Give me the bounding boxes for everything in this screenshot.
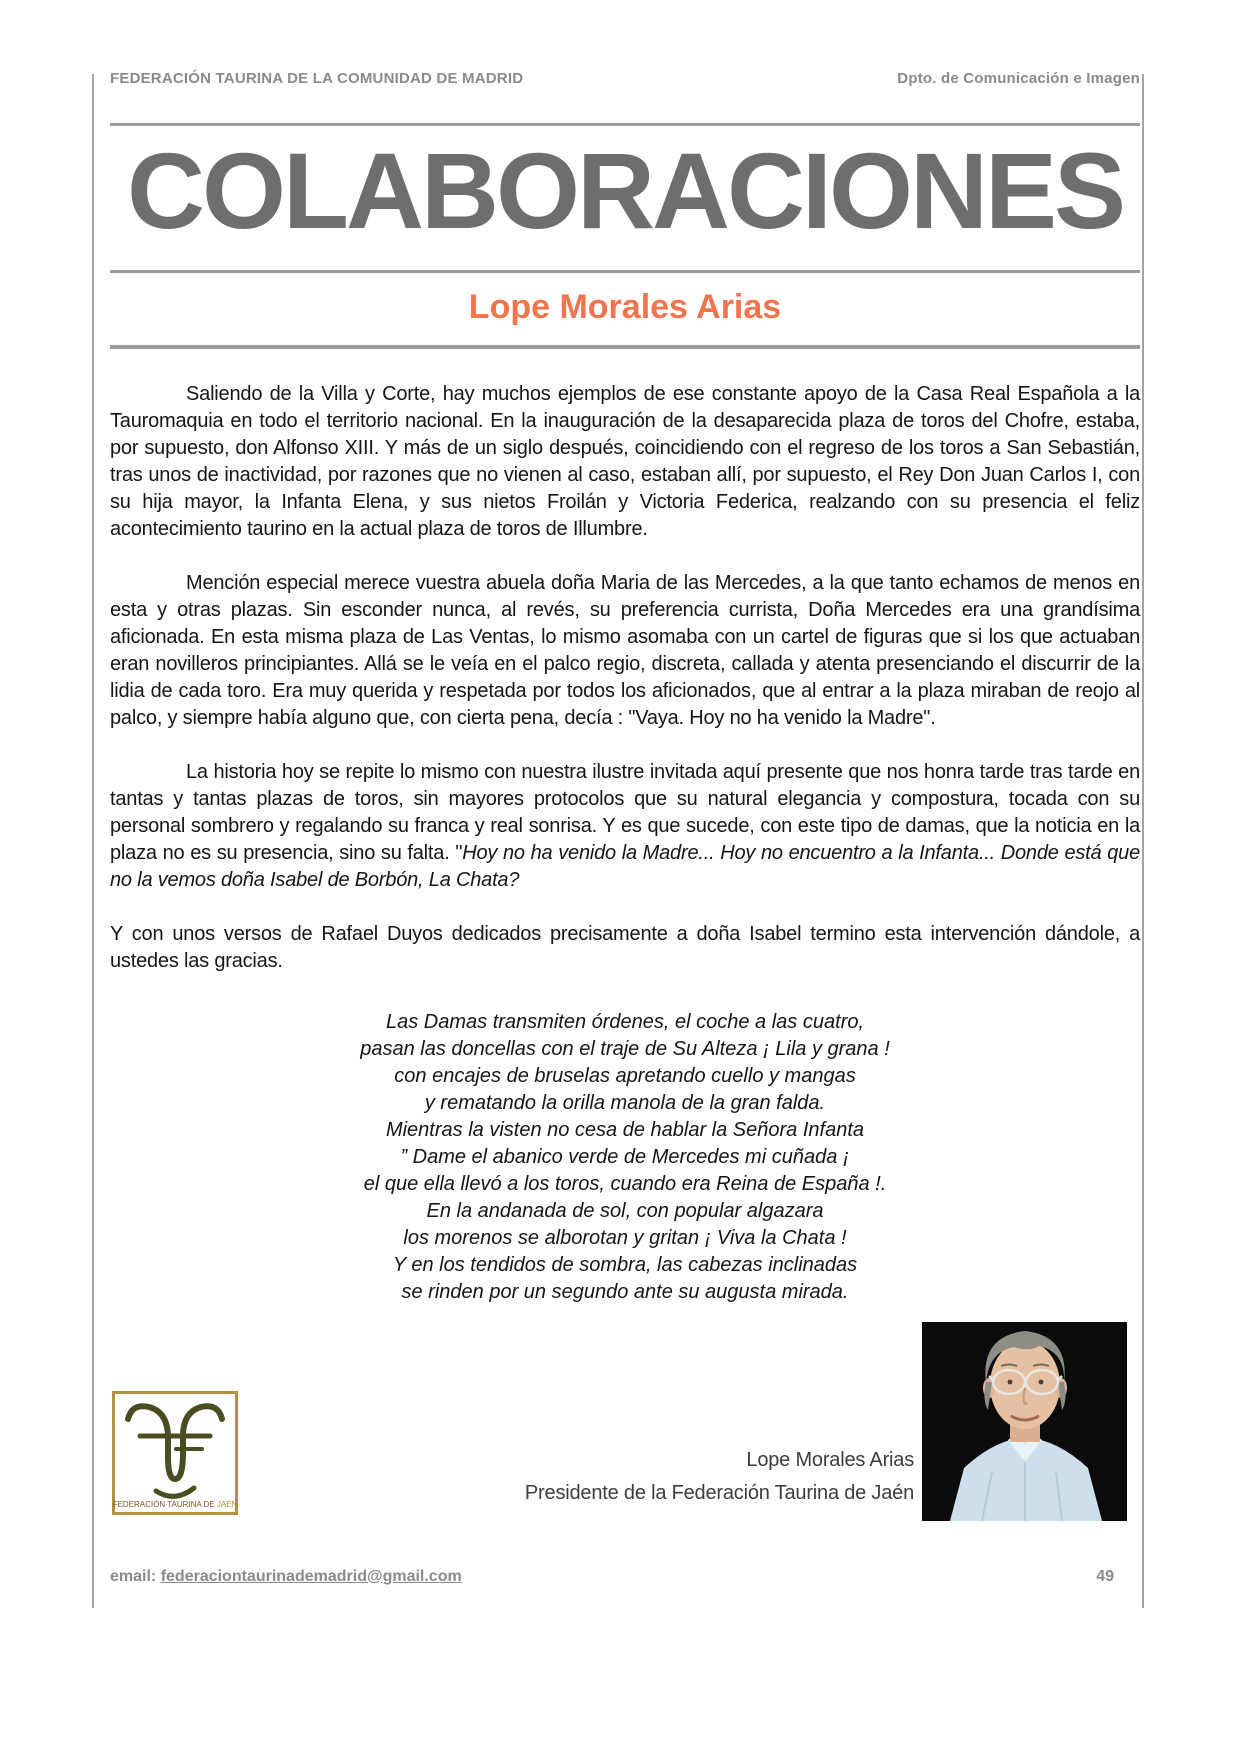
poem-line: los morenos se alborotan y gritan ¡ Viva la Chata ! xyxy=(403,1226,847,1249)
footer-email xyxy=(110,1568,462,1586)
paragraph-3-quote: Hoy no ha venido la Madre... Hoy no encuentro a la Infanta... Donde está que no la vemos doña Isabel de Borbón, La Chata? xyxy=(110,841,1140,891)
author-divider xyxy=(110,345,1140,349)
paragraph-2 xyxy=(110,570,1140,732)
header-department: Dpto. de Comunicación e Imagen xyxy=(897,70,1140,87)
paragraph-1-text: Saliendo de la Villa y Corte, hay muchos ejemplos de ese constante apoyo de la Casa Real Española a la Tauromaquia en todo el territorio nacional. En la inauguración de la desaparecida plaza de toros del Chofre, estaba, por supuesto, don Alfonso XIII. Y más de un siglo después, coincidiendo con el regreso de los toros a San Sebastián, tras unos de inactividad, por razones que no vienen al caso, estaban allí, por supuesto, el Rey Don Juan Carlos I, con su hija mayor, la Infanta Elena, y sus nietos Froilán y Victoria Federica, realzando con su presencia el feliz acontecimiento taurino en la actual plaza de toros de Illumbre. xyxy=(110,382,1140,540)
paragraph-4 xyxy=(110,921,1140,975)
email-link[interactable]: federaciontaurinademadrid@gmail.com xyxy=(160,1567,462,1585)
page-content xyxy=(110,0,1140,1586)
header-organization: FEDERACIÓN TAURINA DE LA COMUNIDAD DE MADRID xyxy=(110,70,524,87)
poem-line: y rematando la orilla manola de la gran falda. xyxy=(424,1091,826,1114)
article-body xyxy=(110,381,1140,975)
poem-block xyxy=(110,1009,1140,1306)
paragraph-3-text: La historia hoy se repite lo mismo con nuestra ilustre invitada aquí presente que nos honra tarde tras tarde en tantas y tantas plazas de toros, sin mayores protocolos que su natural elegancia y compostura, tocada con su personal sombrero y regalando su franca y real sonrisa. Y es que sucede, con este tipo de damas, que la noticia en la plaza no es su presencia, sino su falta. " xyxy=(110,760,1140,864)
poem-line: Mientras la visten no cesa de hablar la Señora Infanta xyxy=(385,1118,865,1141)
right-border-line xyxy=(1142,74,1144,1608)
poem-line: ” Dame el abanico verde de Mercedes mi cuñada ¡ xyxy=(400,1145,850,1168)
federacion-taurina-jaen-logo xyxy=(112,1391,238,1515)
paragraph-2-text: Mención especial merece vuestra abuela doña Maria de las Mercedes, a la que tanto echamos de menos en esta y otras plazas. Sin esconder nunca, al revés, su preferencia currista, Doña Mercedes era una grandísima aficionada. En esta misma plaza de Las Ventas, lo mismo asomaba con un cartel de figuras que si los que actuaban eran novilleros principiantes. Allá se le veía en el palco regio, discreta, callada y atenta presenciando el discurrir de la lidia de cada toro. Era muy querida y respetada por todos los aficionados, que al entrar a la plaza miraban de reojo al palco, y siempre había alguno que, con cierta pena, decía : "Vaya. Hoy no ha venido la Madre". xyxy=(110,571,1140,729)
signature-name: Lope Morales Arias xyxy=(746,1448,914,1471)
page-footer xyxy=(110,1568,1140,1586)
title-divider xyxy=(110,270,1140,273)
poem-line: el que ella llevó a los toros, cuando era Reina de España !. xyxy=(363,1172,887,1195)
poem-line: Las Damas transmiten órdenes, el coche a las cuatro, xyxy=(385,1010,865,1033)
paragraph-1 xyxy=(110,381,1140,543)
logo-caption: FEDERACIÓN TAURINA DE JAÉN xyxy=(112,1499,238,1509)
page-title: COLABORACIONES xyxy=(126,130,1124,251)
header-divider xyxy=(110,123,1140,126)
signature-section xyxy=(110,1322,1140,1522)
page-header xyxy=(110,70,1140,87)
left-border-line xyxy=(92,74,94,1608)
poem-line: se rinden por un segundo ante su augusta mirada. xyxy=(401,1280,849,1303)
poem-line: con encajes de bruselas apretando cuello y mangas xyxy=(394,1064,856,1087)
page-number: 49 xyxy=(1096,1567,1114,1585)
poem-line: Y en los tendidos de sombra, las cabezas inclinadas xyxy=(392,1253,858,1276)
signature-role: Presidente de la Federación Taurina de Jaén xyxy=(524,1481,914,1504)
signature-text xyxy=(525,1444,914,1510)
paragraph-4-text: Y con unos versos de Rafael Duyos dedicados precisamente a doña Isabel termino esta intervención dándole, a ustedes las gracias. xyxy=(110,922,1140,972)
author-portrait-photo xyxy=(922,1322,1127,1521)
poem-line: pasan las doncellas con el traje de Su Alteza ¡ Lila y grana ! xyxy=(360,1037,890,1060)
author-name-heading: Lope Morales Arias xyxy=(468,288,782,327)
poem-line: En la andanada de sol, con popular algazara xyxy=(426,1199,824,1222)
email-label: email: xyxy=(110,1567,161,1585)
paragraph-3 xyxy=(110,759,1140,894)
